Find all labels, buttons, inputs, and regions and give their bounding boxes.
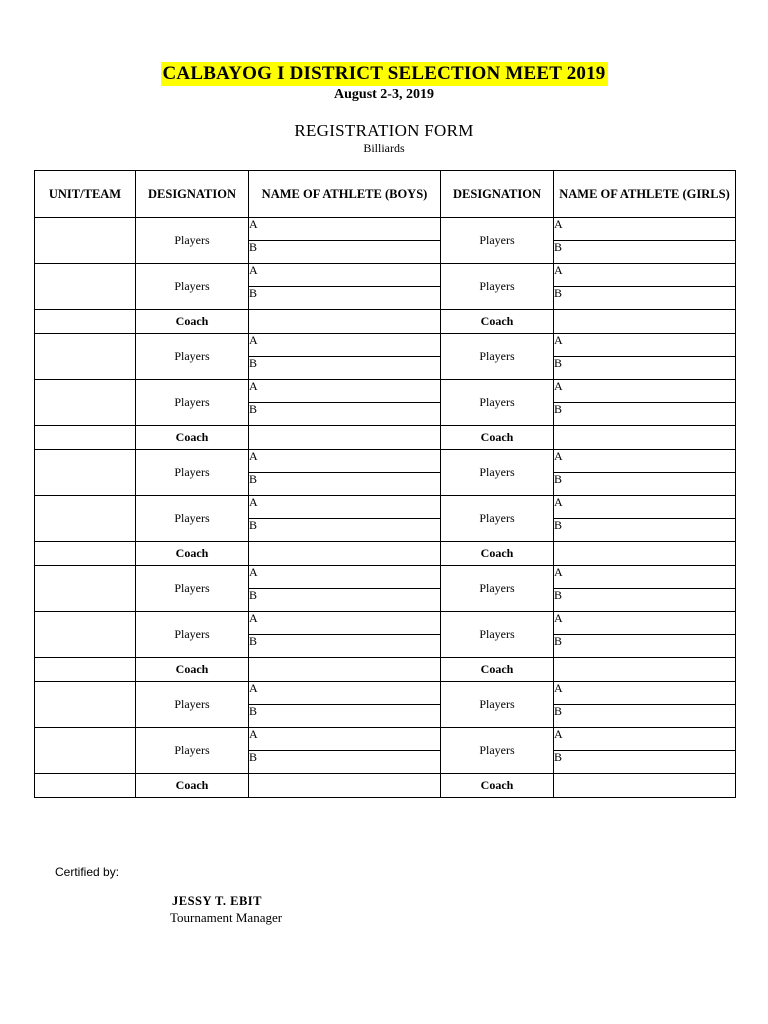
coach-row — [35, 774, 736, 798]
athlete-boys-slot-b[interactable]: B — [249, 473, 441, 496]
athlete-girls-slot-b[interactable]: B — [554, 705, 736, 728]
coach-unit-cell — [35, 310, 136, 334]
registration-body — [35, 218, 736, 798]
coach-label-boys: Coach — [136, 774, 249, 798]
certified-by-label: Certified by: — [55, 865, 120, 879]
unit-team-cell[interactable] — [35, 380, 136, 426]
coach-label-boys: Coach — [136, 658, 249, 682]
unit-team-cell[interactable] — [35, 264, 136, 310]
coach-label-girls: Coach — [441, 426, 554, 450]
designation-cell-boys: Players — [136, 380, 249, 426]
designation-cell-boys: Players — [136, 682, 249, 728]
athlete-boys-slot-b[interactable]: B — [249, 589, 441, 612]
designation-cell-girls: Players — [441, 682, 554, 728]
athlete-girls-slot-a[interactable]: A — [554, 496, 736, 519]
athlete-boys-slot-b[interactable]: B — [249, 241, 441, 264]
coach-label-girls: Coach — [441, 658, 554, 682]
form-title: REGISTRATION FORM — [294, 121, 474, 140]
athlete-girls-header: NAME OF ATHLETE (GIRLS) — [554, 171, 736, 218]
meet-date: August 2-3, 2019 — [334, 87, 434, 102]
player-row — [35, 264, 736, 287]
unit-team-cell[interactable] — [35, 682, 136, 728]
athlete-boys-slot-a[interactable]: A — [249, 450, 441, 473]
athlete-boys-slot-a[interactable]: A — [249, 682, 441, 705]
athlete-boys-slot-a[interactable]: A — [249, 612, 441, 635]
coach-label-girls: Coach — [441, 310, 554, 334]
athlete-boys-slot-a[interactable]: A — [249, 264, 441, 287]
coach-name-boys[interactable] — [249, 310, 441, 334]
designation-header-girls: DESIGNATION — [441, 171, 554, 218]
coach-row — [35, 426, 736, 450]
athlete-boys-slot-b[interactable]: B — [249, 751, 441, 774]
athlete-boys-slot-a[interactable]: A — [249, 334, 441, 357]
athlete-boys-slot-b[interactable]: B — [249, 403, 441, 426]
player-row — [35, 566, 736, 589]
sport-name: Billiards — [363, 141, 405, 155]
athlete-girls-slot-a[interactable]: A — [554, 380, 736, 403]
designation-cell-girls: Players — [441, 496, 554, 542]
unit-team-cell[interactable] — [35, 450, 136, 496]
coach-name-girls[interactable] — [554, 658, 736, 682]
designation-cell-girls: Players — [441, 728, 554, 774]
coach-row — [35, 310, 736, 334]
designation-cell-boys: Players — [136, 728, 249, 774]
designation-cell-girls: Players — [441, 612, 554, 658]
player-row — [35, 728, 736, 751]
unit-team-cell[interactable] — [35, 218, 136, 264]
athlete-boys-slot-a[interactable]: A — [249, 380, 441, 403]
designation-cell-girls: Players — [441, 334, 554, 380]
designation-cell-boys: Players — [136, 450, 249, 496]
signer-role: Tournament Manager — [170, 910, 283, 925]
designation-cell-boys: Players — [136, 264, 249, 310]
athlete-girls-slot-b[interactable]: B — [554, 589, 736, 612]
designation-cell-girls: Players — [441, 264, 554, 310]
coach-label-girls: Coach — [441, 542, 554, 566]
coach-label-boys: Coach — [136, 426, 249, 450]
athlete-girls-slot-a[interactable]: A — [554, 450, 736, 473]
coach-row — [35, 658, 736, 682]
coach-unit-cell — [35, 426, 136, 450]
header-row — [35, 171, 736, 218]
designation-cell-boys: Players — [136, 218, 249, 264]
athlete-boys-header: NAME OF ATHLETE (BOYS) — [249, 171, 441, 218]
coach-label-boys: Coach — [136, 542, 249, 566]
designation-cell-girls: Players — [441, 218, 554, 264]
title-wrap — [0, 62, 768, 86]
player-row — [35, 496, 736, 519]
coach-label-girls: Coach — [441, 774, 554, 798]
unit-team-header: UNIT/TEAM — [35, 171, 136, 218]
athlete-girls-slot-b[interactable]: B — [554, 519, 736, 542]
designation-cell-boys: Players — [136, 566, 249, 612]
athlete-girls-slot-b[interactable]: B — [554, 357, 736, 380]
unit-team-cell[interactable] — [35, 728, 136, 774]
unit-team-cell[interactable] — [35, 566, 136, 612]
athlete-girls-slot-b[interactable]: B — [554, 635, 736, 658]
registration-table — [34, 170, 736, 798]
coach-unit-cell — [35, 774, 136, 798]
coach-row — [35, 542, 736, 566]
coach-name-girls[interactable] — [554, 542, 736, 566]
athlete-boys-slot-b[interactable]: B — [249, 635, 441, 658]
athlete-girls-slot-a[interactable]: A — [554, 566, 736, 589]
athlete-boys-slot-a[interactable]: A — [249, 496, 441, 519]
athlete-boys-slot-b[interactable]: B — [249, 705, 441, 728]
coach-label-boys: Coach — [136, 310, 249, 334]
coach-unit-cell — [35, 658, 136, 682]
athlete-girls-slot-a[interactable]: A — [554, 218, 736, 241]
athlete-girls-slot-a[interactable]: A — [554, 264, 736, 287]
unit-team-cell[interactable] — [35, 334, 136, 380]
player-row — [35, 334, 736, 357]
athlete-boys-slot-a[interactable]: A — [249, 566, 441, 589]
athlete-girls-slot-a[interactable]: A — [554, 728, 736, 751]
coach-name-boys[interactable] — [249, 774, 441, 798]
designation-cell-boys: Players — [136, 612, 249, 658]
athlete-girls-slot-b[interactable]: B — [554, 751, 736, 774]
player-row — [35, 612, 736, 635]
athlete-boys-slot-b[interactable]: B — [249, 287, 441, 310]
player-row — [35, 380, 736, 403]
athlete-girls-slot-a[interactable]: A — [554, 334, 736, 357]
coach-name-boys[interactable] — [249, 542, 441, 566]
coach-name-girls[interactable] — [554, 426, 736, 450]
player-row — [35, 450, 736, 473]
designation-header-boys: DESIGNATION — [136, 171, 249, 218]
athlete-girls-slot-b[interactable]: B — [554, 403, 736, 426]
coach-name-boys[interactable] — [249, 426, 441, 450]
designation-cell-girls: Players — [441, 380, 554, 426]
coach-name-boys[interactable] — [249, 658, 441, 682]
unit-team-cell[interactable] — [35, 496, 136, 542]
athlete-girls-slot-b[interactable]: B — [554, 473, 736, 496]
athlete-girls-slot-a[interactable]: A — [554, 682, 736, 705]
meet-title: CALBAYOG I DISTRICT SELECTION MEET 2019 — [162, 63, 606, 84]
designation-cell-boys: Players — [136, 334, 249, 380]
athlete-boys-slot-a[interactable]: A — [249, 218, 441, 241]
designation-cell-girls: Players — [441, 450, 554, 496]
athlete-girls-slot-b[interactable]: B — [554, 241, 736, 264]
coach-name-girls[interactable] — [554, 310, 736, 334]
athlete-boys-slot-b[interactable]: B — [249, 357, 441, 380]
athlete-boys-slot-a[interactable]: A — [249, 728, 441, 751]
coach-name-girls[interactable] — [554, 774, 736, 798]
player-row — [35, 218, 736, 241]
athlete-girls-slot-b[interactable]: B — [554, 287, 736, 310]
designation-cell-girls: Players — [441, 566, 554, 612]
coach-unit-cell — [35, 542, 136, 566]
athlete-boys-slot-b[interactable]: B — [249, 519, 441, 542]
designation-cell-boys: Players — [136, 496, 249, 542]
athlete-girls-slot-a[interactable]: A — [554, 612, 736, 635]
player-row — [35, 682, 736, 705]
signer-name: JESSY T. EBIT — [172, 894, 262, 908]
unit-team-cell[interactable] — [35, 612, 136, 658]
